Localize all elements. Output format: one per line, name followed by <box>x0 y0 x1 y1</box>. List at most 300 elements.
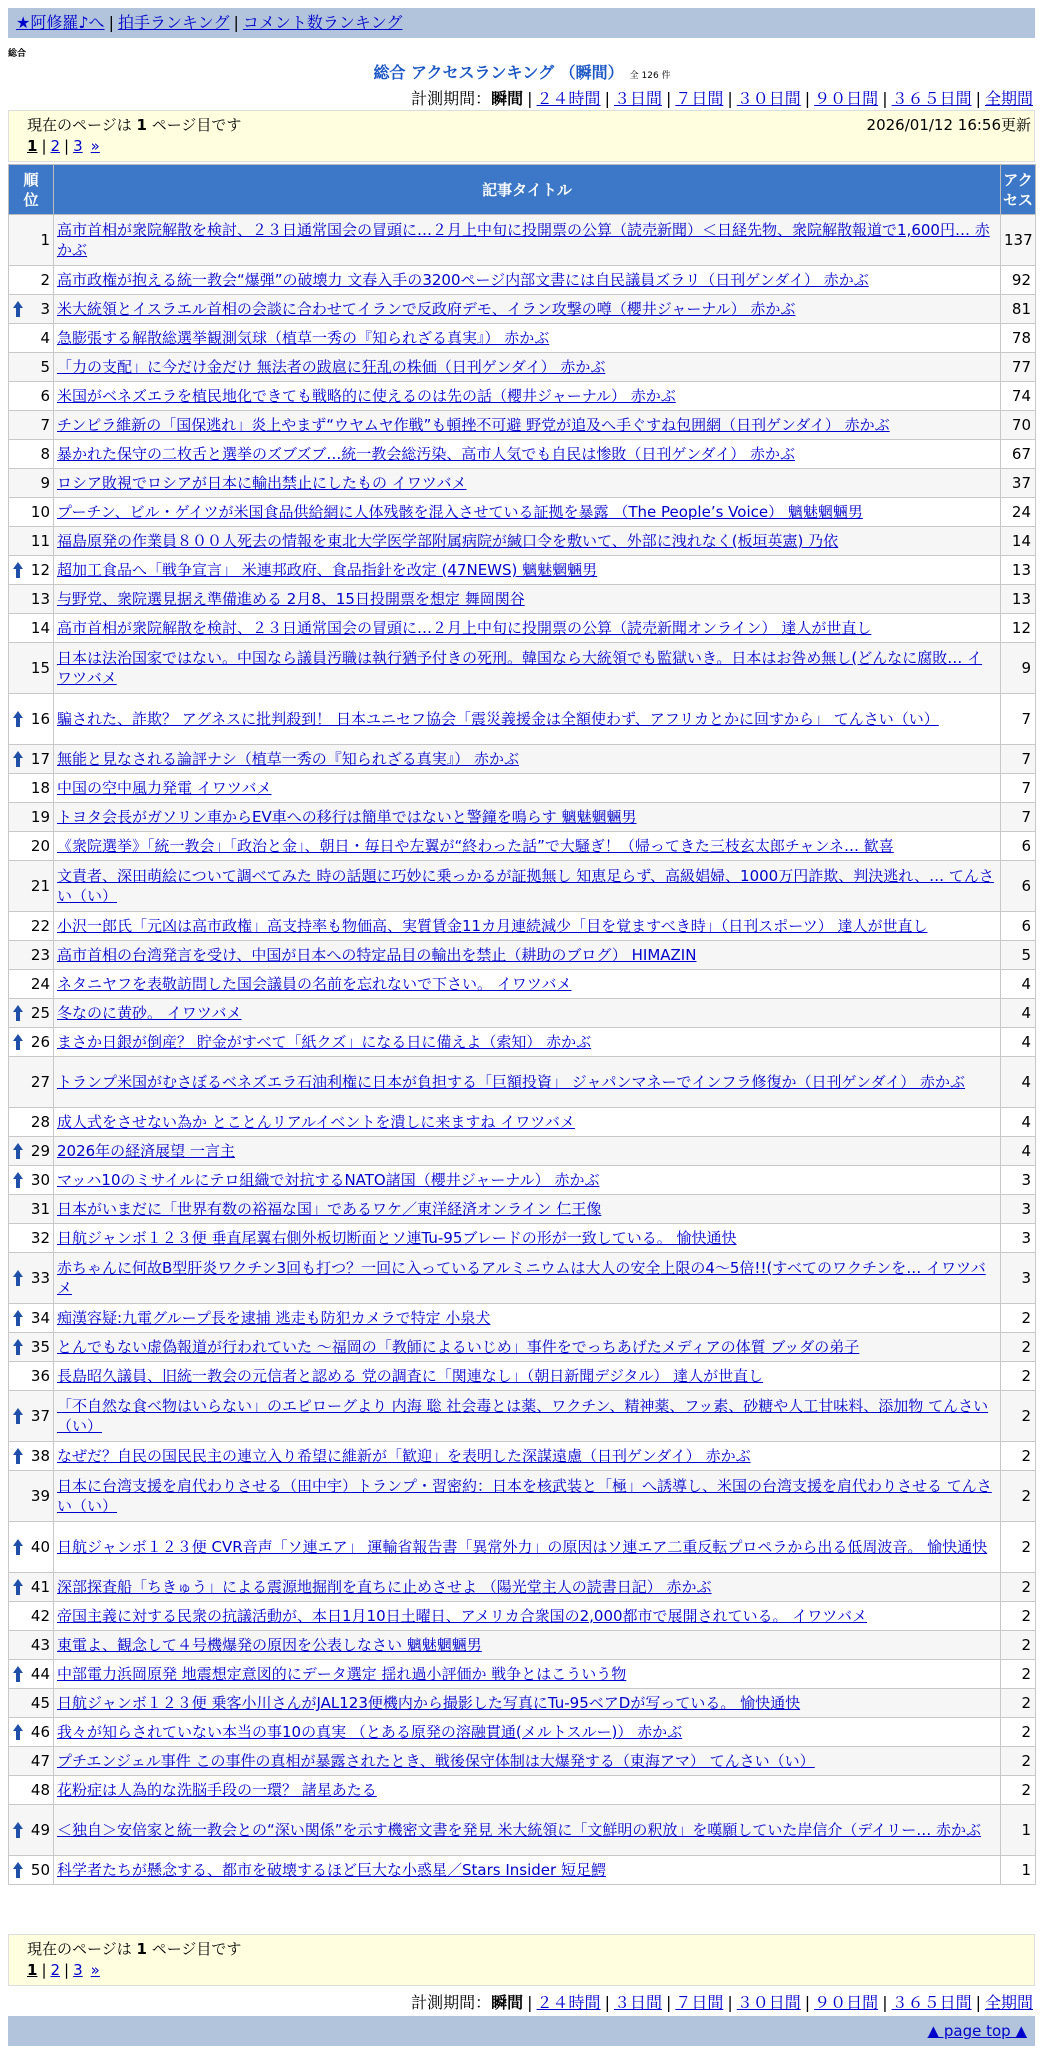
table-row <box>9 745 1036 774</box>
title-cell <box>54 353 1001 382</box>
title-cell <box>54 585 1001 614</box>
title-cell <box>54 382 1001 411</box>
article-title-link[interactable]: 我々が知らされていない本当の事10の真実 （とある原発の溶融貫通(メルトスルー)） 赤かぶ <box>57 1723 683 1741</box>
table-row <box>9 440 1036 469</box>
access-count: 4 <box>1001 999 1036 1028</box>
article-title-link[interactable]: 超加工食品へ「戦争宣言」 米連邦政府、食品指針を改定 (47NEWS) 魑魅魍魎男 <box>57 561 598 579</box>
rank-number: 11 <box>30 532 50 550</box>
total-count: 全 126 件 <box>629 71 671 81</box>
page-1-current-bottom: 1 <box>27 1961 38 1979</box>
rank-header: 順位 <box>9 165 54 215</box>
article-title-link[interactable]: 高市首相の台湾発言を受け、中国が日本への特定品目の輸出を禁止（耕助のブログ） HIMAZIN <box>57 946 697 964</box>
rank-number: 3 <box>40 300 50 318</box>
comment-ranking-link[interactable]: コメント数ランキング <box>242 13 403 32</box>
article-title-link[interactable]: 無能と見なされる論評ナシ（植草一秀の『知られざる真実』） 赤かぶ <box>57 750 519 768</box>
title-cell <box>54 1057 1001 1108</box>
rank-up-arrow-icon <box>12 1578 24 1596</box>
home-link[interactable]: ★阿修羅♪へ <box>16 13 105 32</box>
access-count: 5 <box>1001 941 1036 970</box>
period-all[interactable]: 全期間 <box>984 89 1033 108</box>
title-cell <box>54 1333 1001 1362</box>
page-links: 1 | 2 | 3 » <box>27 137 100 155</box>
page-title <box>0 60 1044 83</box>
table-row <box>9 1224 1036 1253</box>
article-title-link[interactable]: 日本は法治国家ではない。中国なら議員汚職は執行猶予付きの死刑。韓国なら大統領でも監獄いき。日本はお咎め無し(どんなに腐敗… イワツバメ <box>57 649 983 687</box>
pager-bottom <box>8 1934 1035 1986</box>
rank-up-arrow-icon <box>12 750 24 768</box>
access-count: 70 <box>1001 411 1036 440</box>
period-3d[interactable]: ３日間 <box>613 89 662 108</box>
period-all-bottom[interactable]: 全期間 <box>984 1993 1033 2012</box>
rank-number: 35 <box>30 1338 50 1356</box>
title-cell <box>54 295 1001 324</box>
title-cell <box>54 861 1001 912</box>
access-header: アクセス <box>1001 165 1036 215</box>
rank-up-arrow-icon <box>12 1004 24 1022</box>
title-cell <box>54 1747 1001 1776</box>
current-page-text: 現在のページは 1 ページ目です <box>27 116 242 134</box>
rank-up-arrow-icon <box>12 1821 24 1839</box>
applause-ranking-link[interactable]: 拍手ランキング <box>117 13 230 32</box>
rank-cell <box>9 861 54 912</box>
article-title-link[interactable]: 東電よ、観念して４号機爆発の原因を公表しなさい 魑魅魍魎男 <box>57 1636 482 1654</box>
title-cell <box>54 324 1001 353</box>
rank-number: 5 <box>40 358 50 376</box>
title-cell <box>54 745 1001 774</box>
period-24h[interactable]: ２４時間 <box>536 89 601 108</box>
period-90d[interactable]: ９０日間 <box>814 89 879 108</box>
article-title-link[interactable]: 花粉症は人為的な洗脳手段の一環？ 諸星あたる <box>57 1781 377 1799</box>
rank-number: 16 <box>30 710 50 728</box>
table-row <box>9 215 1036 266</box>
article-title-link[interactable]: トヨタ会長がガソリン車からEV車への移行は簡単ではないと警鐘を鳴らす 魑魅魍魎男 <box>57 808 637 826</box>
page-2-link[interactable]: 2 <box>50 137 61 155</box>
ranking-table <box>8 164 1036 1885</box>
table-row <box>9 498 1036 527</box>
rank-number: 41 <box>30 1578 50 1596</box>
rank-cell <box>9 1304 54 1333</box>
title-header: 記事タイトル <box>54 165 1001 215</box>
table-row <box>9 1253 1036 1304</box>
pager-top <box>8 110 1035 162</box>
rank-number: 49 <box>30 1821 50 1839</box>
access-count: 3 <box>1001 1166 1036 1195</box>
access-count: 7 <box>1001 803 1036 832</box>
table-row <box>9 1805 1036 1856</box>
access-count: 2 <box>1001 1522 1036 1573</box>
access-count: 2 <box>1001 1304 1036 1333</box>
rank-cell <box>9 941 54 970</box>
article-title-link[interactable]: マッハ10のミサイルにテロ組織で対抗するNATO諸国（櫻井ジャーナル） 赤かぶ <box>57 1171 600 1189</box>
rank-number: 33 <box>30 1269 50 1287</box>
title-cell <box>54 498 1001 527</box>
access-count: 137 <box>1001 215 1036 266</box>
rank-number: 43 <box>30 1636 50 1654</box>
article-title-link[interactable]: プチエンジェル事件 この事件の真相が暴露されたとき、戦後保守体制は大爆発する（東海アマ） てんさい（い） <box>57 1752 815 1770</box>
article-title-link[interactable]: 成人式をさせない為か とことんリアルイベントを潰しに来ますね イワツバメ <box>57 1113 575 1131</box>
access-count: 92 <box>1001 266 1036 295</box>
access-count: 7 <box>1001 774 1036 803</box>
title-cell <box>54 1805 1001 1856</box>
article-title-link[interactable]: 騙された、詐欺？ アグネスに批判殺到！ 日本ユニセフ協会「震災義援金は全額使わず、アフリカとかに回すから」 てんさい（い） <box>57 710 939 728</box>
rank-cell <box>9 643 54 694</box>
rank-cell <box>9 1631 54 1660</box>
title-cell <box>54 1362 1001 1391</box>
article-title-link[interactable]: 高市政権が抱える統一教会“爆弾”の破壊力 文春入手の3200ページ内部文書には自民議員ズラリ（日刊ゲンダイ） 赤かぶ <box>57 271 869 289</box>
rank-up-arrow-icon <box>12 1407 24 1425</box>
rank-cell <box>9 1442 54 1471</box>
period-30d-bottom[interactable]: ３０日間 <box>736 1993 801 2012</box>
article-title-link[interactable]: 急膨張する解散総選挙観測気球（植草一秀の『知られざる真実』） 赤かぶ <box>57 329 550 347</box>
title-cell <box>54 803 1001 832</box>
title-cell <box>54 1137 1001 1166</box>
rank-number: 25 <box>30 1004 50 1022</box>
rank-up-arrow-icon <box>12 1142 24 1160</box>
title-cell <box>54 1573 1001 1602</box>
title-cell <box>54 266 1001 295</box>
period-label: 計測期間： <box>411 89 492 108</box>
access-count: 3 <box>1001 1195 1036 1224</box>
table-row <box>9 803 1036 832</box>
rank-cell <box>9 1718 54 1747</box>
access-count: 81 <box>1001 295 1036 324</box>
access-count: 4 <box>1001 1057 1036 1108</box>
rank-number: 28 <box>30 1113 50 1131</box>
table-row <box>9 1028 1036 1057</box>
article-title-link[interactable]: 暴かれた保守の二枚舌と選挙のズブズブ…統一教会総汚染、高市人気でも自民は惨敗（日刊ゲンダイ） 赤かぶ <box>57 445 795 463</box>
rank-up-arrow-icon <box>12 1861 24 1879</box>
table-row <box>9 1195 1036 1224</box>
table-row <box>9 382 1036 411</box>
access-count: 2 <box>1001 1471 1036 1522</box>
access-count: 37 <box>1001 469 1036 498</box>
access-count: 2 <box>1001 1689 1036 1718</box>
access-count: 2 <box>1001 1602 1036 1631</box>
category-label: 総合 <box>8 49 27 59</box>
table-row <box>9 1304 1036 1333</box>
table-row <box>9 1391 1036 1442</box>
rank-number: 15 <box>30 659 50 677</box>
access-count: 78 <box>1001 324 1036 353</box>
table-row <box>9 1689 1036 1718</box>
table-row <box>9 353 1036 382</box>
rank-number: 29 <box>30 1142 50 1160</box>
rank-number: 44 <box>30 1665 50 1683</box>
table-row <box>9 970 1036 999</box>
access-count: 2 <box>1001 1391 1036 1442</box>
rank-up-arrow-icon <box>12 1033 24 1051</box>
table-row <box>9 469 1036 498</box>
rank-cell <box>9 1108 54 1137</box>
rank-cell <box>9 324 54 353</box>
rank-cell <box>9 469 54 498</box>
rank-cell <box>9 1224 54 1253</box>
rank-cell <box>9 556 54 585</box>
article-title-link[interactable]: ＜独自＞安倍家と統一教会との“深い関係”を示す機密文書を発見 米大統領に「文鮮明の釈放」を嘆願していた岸信介（デイリー… 赤かぶ <box>57 1821 982 1839</box>
table-row <box>9 999 1036 1028</box>
ranking-title: 総合 アクセスランキング （瞬間） <box>373 63 624 82</box>
article-title-link[interactable]: 痴漢容疑:九電グループ長を逮捕 逃走も防犯カメラで特定 小泉犬 <box>57 1309 491 1327</box>
table-row <box>9 1137 1036 1166</box>
title-cell <box>54 1660 1001 1689</box>
rank-cell <box>9 1471 54 1522</box>
access-count: 4 <box>1001 1028 1036 1057</box>
article-title-link[interactable]: 長島昭久議員、旧統一教会の元信者と認める 党の調査に「関連なし」（朝日新聞デジタル） 達人が世直し <box>57 1367 764 1385</box>
table-row <box>9 527 1036 556</box>
table-row <box>9 1856 1036 1885</box>
article-title-link[interactable]: 日本がいまだに「世界有数の裕福な国」であるワケ／東洋経済オンライン 仁王像 <box>57 1200 602 1218</box>
table-row <box>9 1747 1036 1776</box>
title-cell <box>54 1166 1001 1195</box>
access-count: 74 <box>1001 382 1036 411</box>
rank-cell <box>9 1522 54 1573</box>
rank-up-arrow-icon <box>12 300 24 318</box>
rank-cell <box>9 832 54 861</box>
title-cell <box>54 1195 1001 1224</box>
table-row <box>9 912 1036 941</box>
rank-number: 39 <box>30 1487 50 1505</box>
rank-up-arrow-icon <box>12 710 24 728</box>
access-count: 6 <box>1001 861 1036 912</box>
rank-up-arrow-icon <box>12 1309 24 1327</box>
rank-cell <box>9 1602 54 1631</box>
article-title-link[interactable]: 2026年の経済展望 一言主 <box>57 1142 235 1160</box>
table-row <box>9 1333 1036 1362</box>
access-count: 12 <box>1001 614 1036 643</box>
rank-number: 21 <box>30 877 50 895</box>
article-title-link[interactable]: 深部探査船「ちきゅう」による震源地掘削を直ちに止めさせよ （陽光堂主人の読書日記） 赤かぶ <box>57 1578 712 1596</box>
rank-cell <box>9 1776 54 1805</box>
article-title-link[interactable]: 「力の支配」に今だけ金だけ 無法者の跋扈に狂乱の株価（日刊ゲンダイ） 赤かぶ <box>57 358 606 376</box>
article-title-link[interactable]: なぜだ？自民の国民民主の連立入り希望に維新が「歓迎」を表明した深謀遠慮（日刊ゲンダイ） 赤かぶ <box>57 1447 751 1465</box>
title-cell <box>54 1718 1001 1747</box>
access-count: 2 <box>1001 1333 1036 1362</box>
access-count: 6 <box>1001 832 1036 861</box>
article-title-link[interactable]: 科学者たちが懸念する、都市を破壊するほど巨大な小惑星／Stars Insider 短足鰐 <box>57 1861 606 1879</box>
rank-cell <box>9 1660 54 1689</box>
rank-cell <box>9 970 54 999</box>
rank-number: 19 <box>30 808 50 826</box>
article-title-link[interactable]: 中部電力浜岡原発 地震想定意図的にデータ選定 揺れ過小評価か 戦争とはこういう物 <box>57 1665 627 1683</box>
rank-number: 2 <box>40 271 50 289</box>
article-title-link[interactable]: まさか日銀が倒産？ 貯金がすべて「紙クズ」になる日に備えよ（索知） 赤かぶ <box>57 1033 592 1051</box>
rank-number: 26 <box>30 1033 50 1051</box>
rank-cell <box>9 353 54 382</box>
rank-cell <box>9 1195 54 1224</box>
table-header-row <box>9 165 1036 215</box>
article-title-link[interactable]: チンピラ維新の「国保逃れ」炎上やまず“ウヤムヤ作戦”も頓挫不可避 野党が追及へ手ぐすね包囲網（日刊ゲンダイ） 赤かぶ <box>57 416 890 434</box>
access-count: 1 <box>1001 1805 1036 1856</box>
period-active: 瞬間 <box>491 89 524 108</box>
rank-cell <box>9 1333 54 1362</box>
title-cell <box>54 440 1001 469</box>
article-title-link[interactable]: 高市首相が衆院解散を検討、２３日通常国会の冒頭に…２月上中旬に投開票の公算（読売新聞オンライン） 達人が世直し <box>57 619 872 637</box>
article-title-link[interactable]: 冬なのに黄砂。 イワツバメ <box>57 1004 242 1022</box>
article-title-link[interactable]: 日航ジャンボ１２３便 乗客小川さんがJAL123便機内から撮影した写真にTu-95ベアDが写っている。 愉快通快 <box>57 1694 801 1712</box>
access-count: 3 <box>1001 1224 1036 1253</box>
title-cell <box>54 1108 1001 1137</box>
rank-cell <box>9 1689 54 1718</box>
access-count: 2 <box>1001 1442 1036 1471</box>
article-title-link[interactable]: プーチン、ビル・ゲイツが米国食品供給網に人体残骸を混入させている証拠を暴露 （The People’s Voice） 魑魅魍魎男 <box>57 503 863 521</box>
table-row <box>9 614 1036 643</box>
table-row <box>9 1718 1036 1747</box>
title-cell <box>54 469 1001 498</box>
rank-up-arrow-icon <box>12 1447 24 1465</box>
article-title-link[interactable]: 中国の空中風力発電 イワツバメ <box>57 779 272 797</box>
rank-number: 18 <box>30 779 50 797</box>
rank-number: 24 <box>30 975 50 993</box>
access-count: 24 <box>1001 498 1036 527</box>
table-row <box>9 585 1036 614</box>
table-row <box>9 1522 1036 1573</box>
rank-number: 38 <box>30 1447 50 1465</box>
access-count: 77 <box>1001 353 1036 382</box>
access-count: 2 <box>1001 1660 1036 1689</box>
title-cell <box>54 774 1001 803</box>
access-count: 2 <box>1001 1718 1036 1747</box>
article-title-link[interactable]: ネタニヤフを表敬訪問した国会議員の名前を忘れないで下さい。 イワツバメ <box>57 975 572 993</box>
page-1-current: 1 <box>27 137 38 155</box>
table-row <box>9 324 1036 353</box>
title-cell <box>54 1522 1001 1573</box>
table-row <box>9 774 1036 803</box>
article-title-link[interactable]: とんでもない虚偽報道が行われていた ～福岡の「教師によるいじめ」事件をでっちあげたメディアの体質 ブッダの弟子 <box>57 1338 860 1356</box>
period-selector-top: 計測期間：瞬間 | ２４時間 | ３日間 | ７日間 | ３０日間 | ９０日間 | ３６５日間 | 全期間 <box>411 89 1033 108</box>
article-title-link[interactable]: 日本に台湾支援を肩代わりさせる（田中宇）トランプ・習密約：日本を核武装と「極」へ誘導し、米国の台湾支援を肩代わりさせる てんさい（い） <box>57 1477 992 1515</box>
article-title-link[interactable]: 福島原発の作業員８００人死去の情報を東北大学医学部附属病院が緘口令を敷いて、外部に洩れなく(板垣英憲) 乃依 <box>57 532 839 550</box>
article-title-link[interactable]: 赤ちゃんに何故B型肝炎ワクチン3回も打つ？一回に入っているアルミニウムは大人の安全上限の4～5倍!!(すべてのワクチンを… イワツバメ <box>57 1259 986 1297</box>
rank-number: 7 <box>40 416 50 434</box>
period-7d[interactable]: ７日間 <box>675 89 724 108</box>
rank-number: 48 <box>30 1781 50 1799</box>
rank-number: 9 <box>40 474 50 492</box>
period-30d[interactable]: ３０日間 <box>736 89 801 108</box>
period-selector-bottom: 計測期間：瞬間 | ２４時間 | ３日間 | ７日間 | ３０日間 | ９０日間 | ３６５日間 | 全期間 <box>411 1993 1033 2012</box>
next-page-link[interactable]: » <box>90 137 100 155</box>
rank-cell <box>9 999 54 1028</box>
article-title-link[interactable]: 帝国主義に対する民衆の抗議活動が、本日1月10日土曜日、アメリカ合衆国の2,000都市で展開されている。 イワツバメ <box>57 1607 867 1625</box>
period-3d-bottom[interactable]: ３日間 <box>613 1993 662 2012</box>
title-cell <box>54 1304 1001 1333</box>
rank-cell <box>9 411 54 440</box>
rank-number: 34 <box>30 1309 50 1327</box>
table-row <box>9 1631 1036 1660</box>
rank-number: 32 <box>30 1229 50 1247</box>
rank-number: 50 <box>30 1861 50 1879</box>
rank-number: 37 <box>30 1407 50 1425</box>
article-title-link[interactable]: 文責者、深田萌絵について調べてみた 時の話題に巧妙に乗っかるが証拠無し 知恵足らず、高級娼婦、1000万円詐欺、判決逃れ、… てんさい（い） <box>57 867 994 905</box>
period-90d-bottom[interactable]: ９０日間 <box>814 1993 879 2012</box>
rank-up-arrow-icon <box>12 1338 24 1356</box>
rank-number: 42 <box>30 1607 50 1625</box>
article-title-link[interactable]: 日航ジャンボ１２３便 垂直尾翼右側外板切断面とソ連Tu-95ブレードの形が一致している。 愉快通快 <box>57 1229 737 1247</box>
rank-cell <box>9 694 54 745</box>
article-title-link[interactable]: 日航ジャンボ１２３便 CVR音声「ソ連エア」 運輸省報告書「異常外力」の原因はソ連エア二重反転プロペラから出る低周波音。 愉快通快 <box>57 1538 988 1556</box>
rank-cell <box>9 1166 54 1195</box>
access-count: 67 <box>1001 440 1036 469</box>
rank-cell <box>9 215 54 266</box>
page-top-link[interactable]: ▲ page top ▲ <box>927 2022 1027 2040</box>
bottom-bar <box>8 2016 1035 2046</box>
rank-number: 47 <box>30 1752 50 1770</box>
rank-cell <box>9 1057 54 1108</box>
rank-number: 13 <box>30 590 50 608</box>
title-cell <box>54 999 1001 1028</box>
next-page-link-bottom[interactable]: » <box>90 1961 100 1979</box>
rank-number: 46 <box>30 1723 50 1741</box>
table-row <box>9 1362 1036 1391</box>
table-row <box>9 1471 1036 1522</box>
rank-up-arrow-icon <box>12 1723 24 1741</box>
rank-cell <box>9 745 54 774</box>
rank-number: 40 <box>30 1538 50 1556</box>
access-count: 2 <box>1001 1631 1036 1660</box>
article-title-link[interactable]: 《衆院選挙》「統一教会」「政治と金」、朝日・毎日や左翼が“終わった話”で大騒ぎ！（帰ってきた三枝玄太郎チャンネ… 歓喜 <box>57 837 894 855</box>
article-title-link[interactable]: ロシア敗視でロシアが日本に輸出禁止にしたもの イワツバメ <box>57 474 467 492</box>
access-count: 7 <box>1001 745 1036 774</box>
title-cell <box>54 941 1001 970</box>
table-row <box>9 1573 1036 1602</box>
article-title-link[interactable]: 「不自然な食べ物はいらない」のエピローグより 内海 聡 社会毒とは薬、ワクチン、精神薬、フッ素、砂糖や人工甘味料、添加物 てんさい（い） <box>57 1397 989 1435</box>
table-row <box>9 1442 1036 1471</box>
rank-number: 30 <box>30 1171 50 1189</box>
period-365d[interactable]: ３６５日間 <box>891 89 972 108</box>
article-title-link[interactable]: 与野党、衆院選見据え準備進める 2月8、15日投開票を想定 舞岡関谷 <box>57 590 525 608</box>
table-row <box>9 941 1036 970</box>
rank-cell <box>9 266 54 295</box>
title-cell <box>54 912 1001 941</box>
rank-cell <box>9 440 54 469</box>
title-cell <box>54 215 1001 266</box>
article-title-link[interactable]: 米国がベネズエラを植民地化できても戦略的に使えるのは先の話（櫻井ジャーナル） 赤かぶ <box>57 387 676 405</box>
rank-cell <box>9 1805 54 1856</box>
rank-number: 17 <box>30 750 50 768</box>
rank-number: 8 <box>40 445 50 463</box>
title-cell <box>54 527 1001 556</box>
article-title-link[interactable]: 米大統領とイスラエル首相の会談に合わせてイランで反政府デモ、イラン攻撃の噂（櫻井ジャーナル） 赤かぶ <box>57 300 796 318</box>
rank-number: 27 <box>30 1073 50 1091</box>
title-cell <box>54 411 1001 440</box>
table-row <box>9 266 1036 295</box>
title-cell <box>54 1028 1001 1057</box>
rank-cell <box>9 1028 54 1057</box>
article-title-link[interactable]: 小沢一郎氏「元凶は高市政権」高支持率も物価高、実質賃金11カ月連続減少「目を覚ますべき時」（日刊スポーツ） 達人が世直し <box>57 917 928 935</box>
period-7d-bottom[interactable]: ７日間 <box>675 1993 724 2012</box>
access-count: 3 <box>1001 1253 1036 1304</box>
article-title-link[interactable]: 高市首相が衆院解散を検討、２３日通常国会の冒頭に…２月上中旬に投開票の公算（読売新聞）＜日経先物、衆院解散報道で1,600円… 赤かぶ <box>57 221 990 259</box>
table-row <box>9 295 1036 324</box>
rank-up-arrow-icon <box>12 561 24 579</box>
title-cell <box>54 1471 1001 1522</box>
period-24h-bottom[interactable]: ２４時間 <box>536 1993 601 2012</box>
table-row <box>9 1057 1036 1108</box>
page-3-link[interactable]: 3 <box>73 137 83 155</box>
access-count: 2 <box>1001 1362 1036 1391</box>
rank-number: 45 <box>30 1694 50 1712</box>
period-365d-bottom[interactable]: ３６５日間 <box>891 1993 972 2012</box>
page-2-link-bottom[interactable]: 2 <box>50 1961 61 1979</box>
top-nav-links: ★阿修羅♪へ | 拍手ランキング | コメント数ランキング <box>16 13 403 32</box>
page-3-link-bottom[interactable]: 3 <box>73 1961 83 1979</box>
title-cell <box>54 1224 1001 1253</box>
table-row <box>9 556 1036 585</box>
rank-cell <box>9 1391 54 1442</box>
rank-cell <box>9 382 54 411</box>
title-cell <box>54 1602 1001 1631</box>
rank-up-arrow-icon <box>12 1171 24 1189</box>
article-title-link[interactable]: トランプ米国がむさぼるベネズエラ石油利権に日本が負担する「巨額投資」 ジャパンマネーでインフラ修復か（日刊ゲンダイ） 赤かぶ <box>57 1073 966 1091</box>
